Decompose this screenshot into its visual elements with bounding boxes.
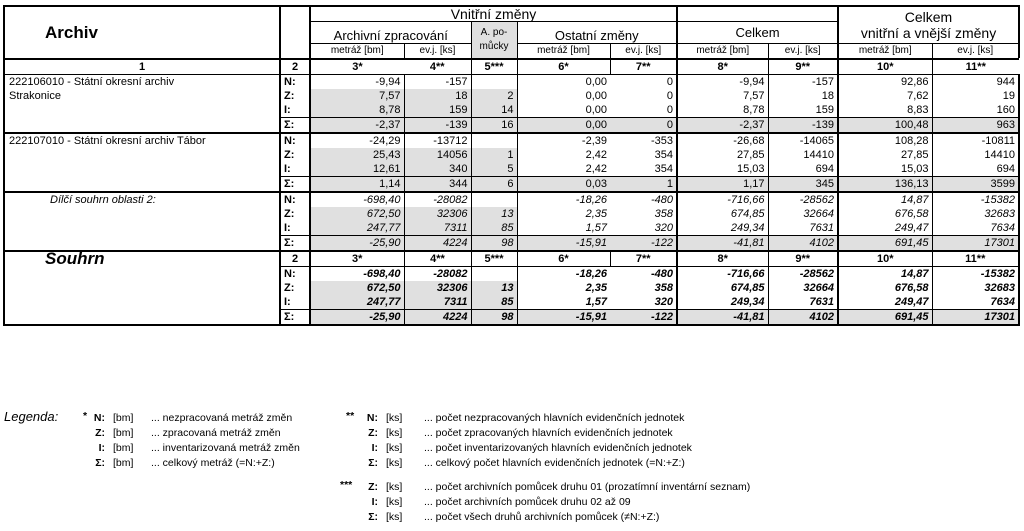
legend [3,406,1018,528]
table-cell: 32683 [932,207,1019,221]
legend-star-1: * [83,410,88,422]
a-pomucky-line2: můcky [479,41,509,52]
legend-symbol: I: [371,442,378,454]
column-number: 10* [838,59,932,75]
column-number: 5*** [471,251,517,267]
table-row [4,192,1019,207]
table-cell: 7311 [404,221,471,236]
table-cell: 2 [471,89,517,103]
table-cell: 32306 [404,207,471,221]
table-cell: 17301 [932,310,1019,326]
table-cell: 4102 [768,310,838,326]
table-cell: 7,62 [838,89,932,103]
legend-symbol: Z: [368,427,378,439]
table-cell: 674,85 [677,281,768,295]
table-cell: 2,35 [585,282,607,294]
table-cell: 16 [471,118,517,134]
column-number: 6* [517,251,610,267]
table-cell: 944 [932,75,1019,90]
table-cell: -18,26 [575,268,607,280]
legend-unit: [bm] [113,412,134,424]
legend-symbol: Z: [368,481,378,493]
table-cell: 14,87 [838,192,932,207]
table-cell: 3599 [932,177,1019,193]
column-number: 10* [838,251,932,267]
celkem-vv-line2: vnitřní a vnější změny [860,25,997,41]
archive-name-line2: Strakonice [9,90,61,102]
row-symbol: I: [280,221,310,236]
row-symbol: N: [280,75,310,90]
legend-unit: [ks] [386,511,403,523]
table-cell: -9,94 [310,75,404,90]
legend-star-3: *** [340,479,353,491]
souhrn-header-row [4,251,1019,267]
table-cell: -139 [404,118,471,134]
table-cell: 0,00 [517,118,610,134]
unit-metraz: metráž [bm] [517,44,610,59]
legend-symbol: N: [93,412,105,424]
archivni-zpracovani-header: Archivní zpracování [310,22,471,44]
table-cell: 320 [610,221,677,236]
row-symbol: N: [280,133,310,148]
legend-symbol: Σ: [95,457,105,469]
table-cell: 15,03 [838,162,932,177]
table-cell: 13 [471,207,517,221]
column-number: 8* [677,251,768,267]
legend-text: ... inventarizovaná metráž změn [151,442,300,454]
table-cell: 0,00 [585,90,607,102]
table-cell: -41,81 [677,236,768,252]
table-cell: 92,86 [838,75,932,90]
table-cell [471,133,517,148]
table-cell: 344 [404,177,471,193]
table-cell: 32664 [768,281,838,295]
table-cell [471,75,517,90]
table-cell: 7634 [932,221,1019,236]
table-cell: 14410 [768,148,838,162]
table-cell: 2,42 [585,163,607,175]
table-cell: 4224 [404,236,471,252]
legend-text: ... počet archivních pomůcek druhu 01 (prozatímní inventární seznam) [424,481,751,493]
row-symbol: Z: [280,207,310,221]
table-cell: 694 [932,162,1019,177]
row-symbol: I: [280,103,310,118]
column-number: 7** [610,59,677,75]
table-cell: -2,37 [677,118,768,134]
table-cell: 27,85 [677,148,768,162]
archive-name [4,133,280,192]
table-cell: 13 [471,281,517,295]
table-cell: 159 [768,103,838,118]
table-cell: 1,14 [310,177,404,193]
table-cell: 1,17 [677,177,768,193]
souhrn-title: Souhrn [4,251,280,325]
table-cell: 85 [471,295,517,310]
table-cell: 159 [404,103,471,118]
table-cell [471,192,517,207]
table-cell: -28562 [768,267,838,282]
a-pomucky-header [471,22,517,59]
table-cell: 32306 [404,281,471,295]
table-cell: -25,90 [310,310,404,326]
row-symbol: Σ: [280,118,310,134]
table-cell: 108,28 [838,133,932,148]
archiv-heading: Archiv [4,6,280,59]
table-cell: 14 [471,103,517,118]
table-cell: -28082 [404,267,471,282]
archive-name [4,75,280,134]
table-cell: 672,50 [310,281,404,295]
table-cell: 32664 [768,207,838,221]
column-number: 6* [517,59,610,75]
celkem-vv-header [838,6,1019,44]
table-cell: -14065 [768,133,838,148]
table-cell: -9,94 [677,75,768,90]
table-cell: 19 [932,89,1019,103]
table-cell: -10811 [932,133,1019,148]
legend-text: ... počet archivních pomůcek druhu 02 až 09 [424,496,631,508]
table-cell: 98 [471,310,517,326]
legend-symbol: N: [366,412,378,424]
table-cell: 32683 [932,281,1019,295]
table-cell: 18 [768,89,838,103]
legend-text: ... počet všech druhů archivních pomůcek (≠N:+Z:) [424,511,660,523]
table-cell: 2,35 [585,208,607,220]
row-symbol: I: [280,162,310,177]
legend-unit: [ks] [386,481,403,493]
table-cell: -15382 [932,267,1019,282]
row-symbol: Z: [280,281,310,295]
legend-text: ... celkový metráž (=N:+Z:) [151,457,275,469]
table-cell: -15,91 [517,236,610,252]
legend-symbol: Σ: [368,511,378,523]
table-cell: 0 [610,89,677,103]
unit-evj: ev.j. [ks] [404,44,471,59]
row-symbol: Σ: [280,236,310,252]
legend-text: ... počet inventarizovaných hlavních evidenčních jednotek [424,442,692,454]
table-cell: -28562 [768,192,838,207]
legend-unit: [ks] [386,427,403,439]
table-cell: 249,34 [677,295,768,310]
table-cell: 340 [404,162,471,177]
legend-text: ... počet nezpracovaných hlavních evidenčních jednotek [424,412,685,424]
celkem-header: Celkem [677,22,838,44]
table-cell: 7,57 [677,89,768,103]
column-number: 9** [768,251,838,267]
table-cell: 8,78 [310,103,404,118]
table-cell: 14056 [404,148,471,162]
table-cell: -122 [610,310,677,326]
table-cell: 672,50 [310,207,404,221]
legend-unit: [ks] [386,496,403,508]
table-cell: -716,66 [677,267,768,282]
table-cell: 98 [471,236,517,252]
column-number: 5*** [471,59,517,75]
table-cell: -41,81 [677,310,768,326]
column-number: 3* [310,59,404,75]
table-cell: 7634 [932,295,1019,310]
table-cell: 0 [610,118,677,134]
table-cell: -15,91 [517,310,610,326]
table-cell: 4224 [404,310,471,326]
table-cell: 2,42 [585,149,607,161]
table-cell: 7631 [768,221,838,236]
column-number: 1 [4,59,280,75]
table-cell [471,267,517,282]
unit-evj: ev.j. [ks] [932,44,1019,59]
table-cell: 694 [768,162,838,177]
table-cell: 358 [610,207,677,221]
legend-unit: [ks] [386,457,403,469]
table-cell: -157 [404,75,471,90]
table-cell: 14410 [932,148,1019,162]
row-symbol: Z: [280,89,310,103]
table-cell: -24,29 [310,133,404,148]
table-cell: 354 [610,162,677,177]
legend-unit: [ks] [386,442,403,454]
column-number: 2 [280,59,310,75]
table-cell: 249,47 [838,221,932,236]
table-cell: -18,26 [517,192,610,207]
legend-symbol: Z: [95,427,105,439]
column-number: 8* [677,59,768,75]
table-cell: -698,40 [310,267,404,282]
unit-evj: ev.j. [ks] [768,44,838,59]
table-cell: -716,66 [677,192,768,207]
legend-unit: [ks] [386,412,403,424]
table-cell: 0 [610,103,677,118]
table-cell: 7311 [404,295,471,310]
table-row [4,133,1019,148]
table-cell: -353 [610,133,677,148]
table-cell: 691,45 [838,310,932,326]
table-cell: 674,85 [677,207,768,221]
table-cell: 354 [610,148,677,162]
table-cell: 247,77 [310,221,404,236]
table-cell: 8,78 [677,103,768,118]
vnitrni-zmeny-header: Vnitřní změny [310,6,677,22]
legend-symbol: Σ: [368,457,378,469]
table-cell: -26,68 [677,133,768,148]
legend-text: ... nezpracovaná metráž změn [151,412,293,424]
row-symbol: N: [280,267,310,282]
table-cell: 8,83 [838,103,932,118]
legend-symbol: I: [371,496,378,508]
table-cell: 160 [932,103,1019,118]
row-symbol: N: [280,192,310,207]
ostatni-zmeny-header: Ostatní změny [517,22,677,44]
table-cell: -157 [768,75,838,90]
column-number: 11** [932,59,1019,75]
table-cell: -2,37 [310,118,404,134]
table-cell: 4102 [768,236,838,252]
table-cell: -28082 [404,192,471,207]
archive-name-line1: 222106010 - Státní okresní archiv [9,76,175,88]
a-pomucky-line1: A. po- [480,27,508,38]
table-cell: 676,58 [838,281,932,295]
table-cell: 0,00 [585,76,607,88]
column-number: 11** [932,251,1019,267]
table-cell: 7631 [768,295,838,310]
legend-unit: [bm] [113,427,134,439]
unit-metraz: metráž [bm] [677,44,768,59]
legend-symbol: I: [98,442,105,454]
table-cell: 1,57 [585,296,607,308]
legend-text: ... celkový počet hlavních evidenčních jednotek (=N:+Z:) [424,457,685,469]
table-row [4,75,1019,90]
legend-unit: [bm] [113,457,134,469]
table-cell: 1 [471,148,517,162]
table-cell: 5 [471,162,517,177]
table-cell: -139 [768,118,838,134]
table-cell: 17301 [932,236,1019,252]
column-number: 9** [768,59,838,75]
table-cell: 0,03 [517,177,610,193]
column-number: 7** [610,251,677,267]
row-symbol: Σ: [280,310,310,326]
archive-name-line1: 222107010 - Státní okresní archiv Tábor [9,135,206,147]
unit-metraz: metráž [bm] [838,44,932,59]
table-cell: 136,13 [838,177,932,193]
row-symbol: I: [280,295,310,310]
table-cell: 249,34 [677,221,768,236]
legend-unit: [bm] [113,442,134,454]
table-cell: -2,39 [517,133,610,148]
row-symbol: Σ: [280,177,310,193]
report-table [3,5,1020,326]
table-cell: -15382 [932,192,1019,207]
table-cell: 320 [610,295,677,310]
table-cell: 100,48 [838,118,932,134]
table-cell: 85 [471,221,517,236]
table-cell: 249,47 [838,295,932,310]
legend-label: Legenda: [4,409,59,424]
table-cell: 14,87 [838,267,932,282]
archive-name [4,192,280,251]
table-cell: 18 [404,89,471,103]
table-cell: -698,40 [310,192,404,207]
unit-evj: ev.j. [ks] [610,44,677,59]
row-symbol: Z: [280,148,310,162]
table-cell: -480 [610,267,677,282]
column-number: 2 [280,251,310,267]
legend-text: ... počet zpracovaných hlavních evidenčních jednotek [424,427,673,439]
celkem-vv-line1: Celkem [904,9,953,25]
column-number: 4** [404,59,471,75]
legend-text: ... zpracovaná metráž změn [151,427,281,439]
table-cell: 345 [768,177,838,193]
table-cell: 358 [610,281,677,295]
table-cell: 1 [610,177,677,193]
table-cell: 1,57 [585,222,607,234]
table-cell: 691,45 [838,236,932,252]
table-cell: 963 [932,118,1019,134]
column-number-row [4,59,1019,75]
archive-name-line1: Dílčí souhrn oblasti 2: [50,194,156,206]
table-cell: 12,61 [310,162,404,177]
table-cell: 27,85 [838,148,932,162]
table-cell: -480 [610,192,677,207]
table-cell: 25,43 [310,148,404,162]
legend-star-2: ** [346,410,355,422]
column-number: 3* [310,251,404,267]
table-cell: -13712 [404,133,471,148]
table-cell: 6 [471,177,517,193]
table-cell: 15,03 [677,162,768,177]
table-cell: 676,58 [838,207,932,221]
table-cell: 7,57 [310,89,404,103]
table-cell: 247,77 [310,295,404,310]
unit-metraz: metráž [bm] [310,44,404,59]
table-cell: -25,90 [310,236,404,252]
table-cell: 0,00 [585,104,607,116]
table-cell: -122 [610,236,677,252]
table-cell: 0 [610,75,677,90]
column-number: 4** [404,251,471,267]
symbol-column-header [280,6,310,59]
